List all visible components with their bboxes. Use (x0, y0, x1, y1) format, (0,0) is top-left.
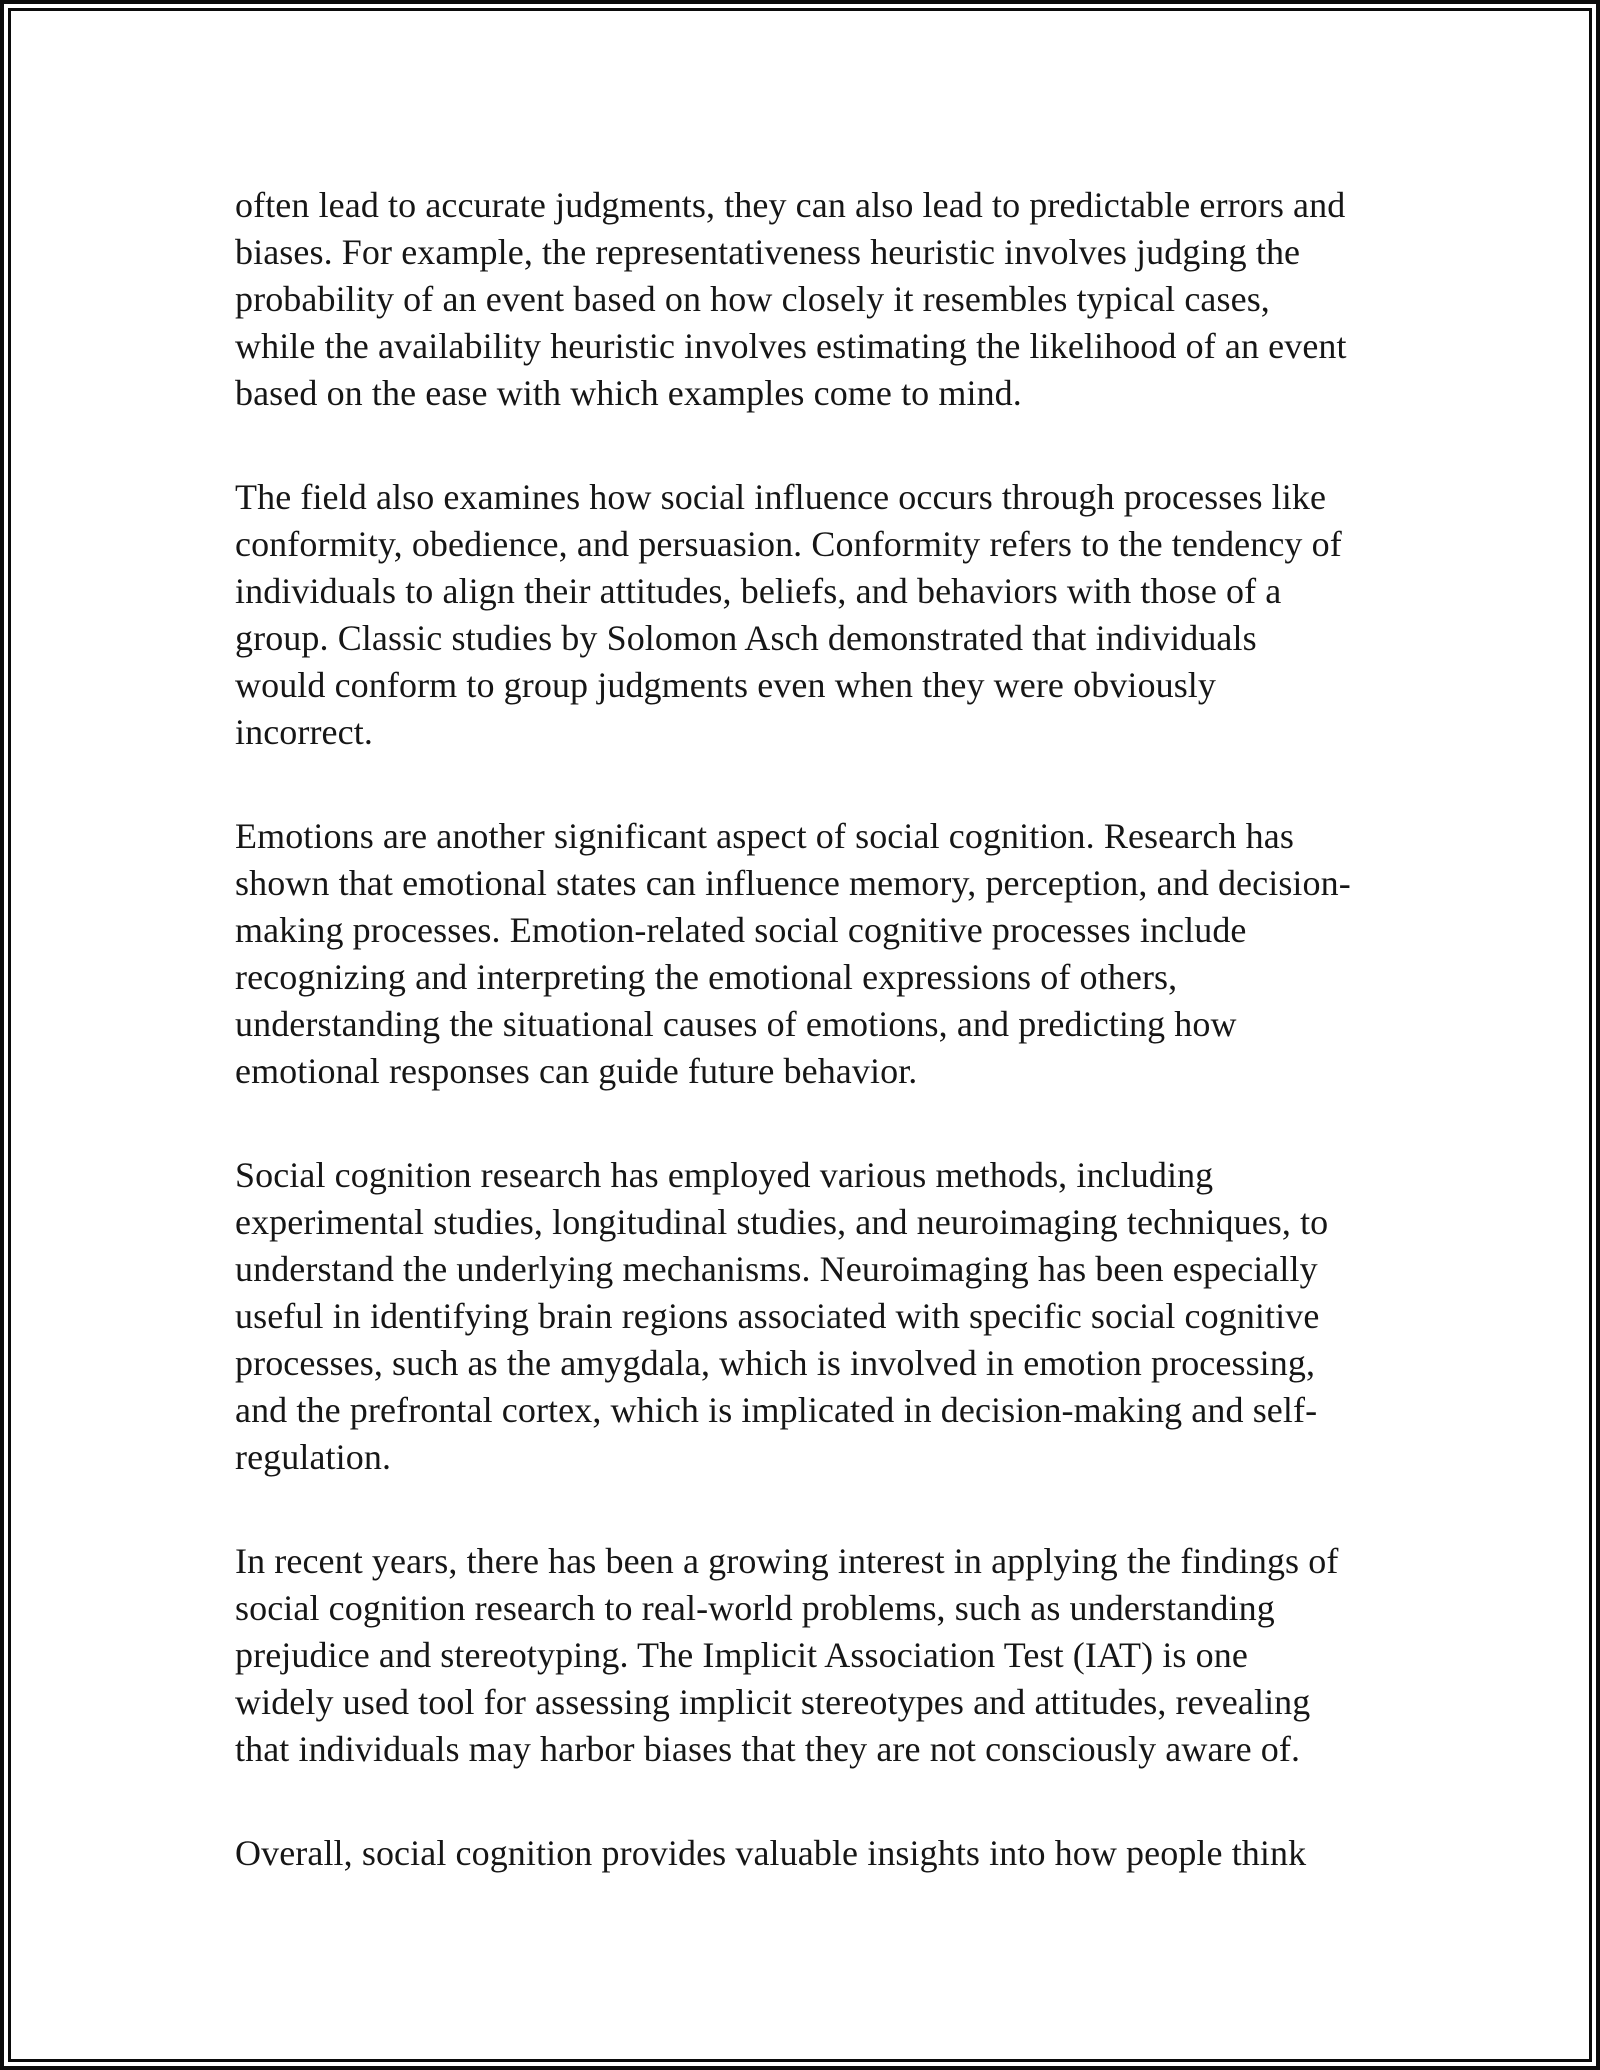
text-line: understand the underlying mechanisms. Neuroimaging has been especially (235, 1249, 1318, 1289)
text-line: social cognition research to real-world problems, such as understanding (235, 1588, 1275, 1628)
text-line: probability of an event based on how closely it resembles typical cases, (235, 279, 1270, 319)
text-line: based on the ease with which examples come to mind. (235, 373, 1022, 413)
paragraph (235, 1538, 1415, 1773)
text-line: shown that emotional states can influence memory, perception, and decision- (235, 863, 1351, 903)
text-line: biases. For example, the representativeness heuristic involves judging the (235, 232, 1301, 272)
paragraph (235, 474, 1415, 756)
text-line: and the prefrontal cortex, which is implicated in decision-making and self- (235, 1390, 1318, 1430)
text-line: while the availability heuristic involves estimating the likelihood of an event (235, 326, 1347, 366)
text-line: useful in identifying brain regions associated with specific social cognitive (235, 1296, 1320, 1336)
paragraph (235, 182, 1415, 417)
text-line: The field also examines how social influence occurs through processes like (235, 477, 1327, 517)
text-line: individuals to align their attitudes, beliefs, and behaviors with those of a (235, 571, 1282, 611)
text-line: understanding the situational causes of emotions, and predicting how (235, 1004, 1237, 1044)
text-line: often lead to accurate judgments, they can also lead to predictable errors and (235, 185, 1346, 225)
text-line: conformity, obedience, and persuasion. Conformity refers to the tendency of (235, 524, 1342, 564)
document-text-body (235, 182, 1415, 1934)
text-line: would conform to group judgments even when they were obviously (235, 665, 1217, 705)
text-line: Social cognition research has employed various methods, including (235, 1155, 1214, 1195)
text-line: recognizing and interpreting the emotional expressions of others, (235, 957, 1178, 997)
paragraph (235, 1830, 1415, 1877)
paragraph (235, 1152, 1415, 1481)
paragraph (235, 813, 1415, 1095)
text-line: making processes. Emotion-related social cognitive processes include (235, 910, 1247, 950)
text-line: emotional responses can guide future behavior. (235, 1051, 918, 1091)
text-line: that individuals may harbor biases that they are not consciously aware of. (235, 1729, 1301, 1769)
text-line: experimental studies, longitudinal studies, and neuroimaging techniques, to (235, 1202, 1329, 1242)
text-line: In recent years, there has been a growing interest in applying the findings of (235, 1541, 1339, 1581)
text-line: prejudice and stereotyping. The Implicit Association Test (IAT) is one (235, 1635, 1248, 1675)
text-line: Overall, social cognition provides valuable insights into how people think (235, 1833, 1307, 1873)
text-line: group. Classic studies by Solomon Asch demonstrated that individuals (235, 618, 1257, 658)
text-line: processes, such as the amygdala, which is involved in emotion processing, (235, 1343, 1316, 1383)
text-line: widely used tool for assessing implicit stereotypes and attitudes, revealing (235, 1682, 1311, 1722)
text-line: incorrect. (235, 712, 373, 752)
text-line: Emotions are another significant aspect of social cognition. Research has (235, 816, 1294, 856)
text-line: regulation. (235, 1437, 392, 1477)
